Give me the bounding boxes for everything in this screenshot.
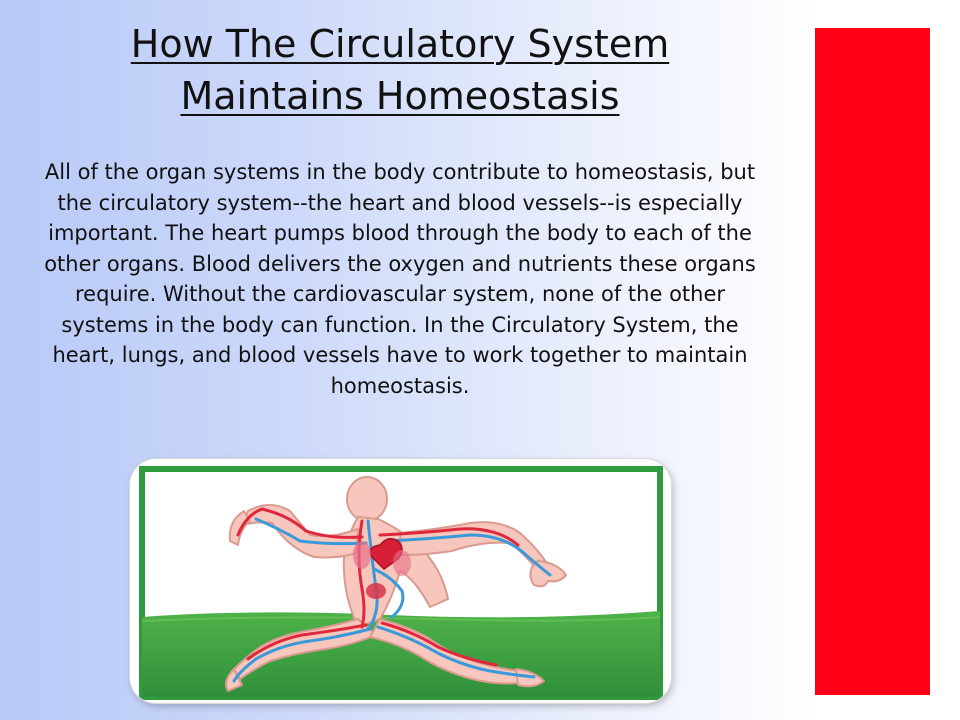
organ-kidney: [366, 583, 386, 599]
grass-ground: [142, 611, 660, 697]
slide-title-line-2: Maintains Homeostasis: [180, 74, 620, 118]
slide-body-text: All of the organ systems in the body contribute to homeostasis, but the circulatory system--the heart and blood vessels--is especially important. The heart pumps blood through the body to each of the other organs. Blood delivers the oxygen and nutrients these organs require. Without the cardiovascular system, none of the other systems in the body can function. In the Circulatory System, the heart, lungs, and blood vessels have to work together to maintain homeostasis.: [44, 160, 756, 398]
accent-bar: [815, 28, 930, 695]
circulatory-illustration-frame: [130, 459, 671, 703]
slide-title: [60, 18, 740, 122]
lung-left: [353, 541, 371, 569]
lung-right: [393, 550, 411, 576]
running-figure-circulatory-illustration: [130, 459, 671, 703]
slide-title-line-1: How The Circulatory System: [130, 22, 670, 66]
